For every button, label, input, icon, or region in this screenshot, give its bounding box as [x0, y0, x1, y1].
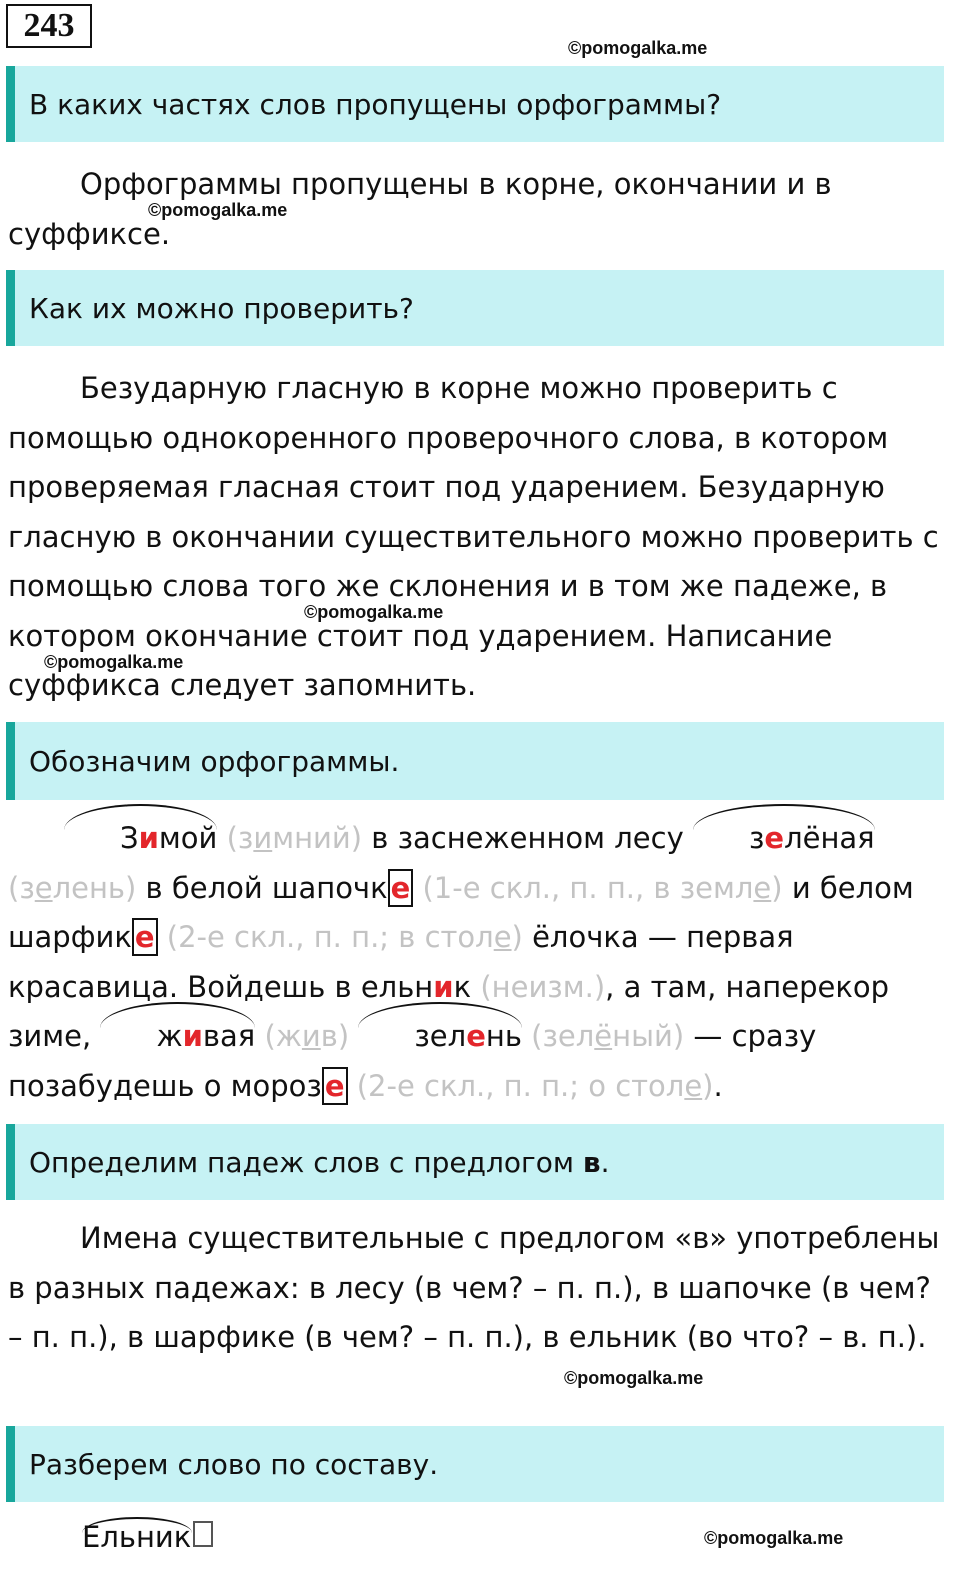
word-analysis: [82, 1520, 213, 1554]
question-2: [6, 270, 944, 346]
ending-shapochke: е: [388, 869, 414, 907]
check-neizm: (неизм.): [480, 969, 606, 1004]
check-zimniy: (зимний): [226, 821, 363, 855]
check-stole-2: (2-е скл., п. п.; о столе): [356, 1068, 714, 1103]
answer-1: Орфограммы пропущены в корне, окончании и в суффиксе.: [8, 167, 832, 251]
root-zhivaya: живая: [100, 1012, 255, 1062]
question-4: [6, 1124, 944, 1200]
question-2-text: Как их можно проверить?: [29, 291, 414, 325]
question-3-text: Обозначим орфограммы.: [29, 744, 400, 778]
root-zimoy: Зимой: [64, 814, 217, 864]
root-zelen: зелень: [358, 1012, 522, 1062]
question-5: [6, 1426, 944, 1502]
watermark: ©pomogalka.me: [704, 1528, 844, 1548]
answer-2: Безударную гласную в корне можно проверить с помощью однокоренного проверочного слова, в котором проверяемая гласная стоит под ударением. Безударную гласную в окончании существительного можно проверить с помощью слова того же склонения и в том же падеже, в котором окончание стоит под ударением. Написание суффикса следует запомнить.: [8, 371, 939, 702]
watermark: ©pomogalka.me: [44, 652, 184, 672]
root-zelenaya: зелёная: [693, 814, 875, 864]
watermark: ©pomogalka.me: [148, 200, 288, 220]
question-4-text: Определим падеж слов с предлогом в.: [29, 1145, 610, 1179]
question-3: [6, 722, 944, 800]
watermark: ©pomogalka.me: [564, 1368, 704, 1388]
exercise-number: 243: [6, 4, 92, 48]
answer-4: Имена существительные с предлогом «в» употреблены в разных падежах: в лесу (в чем? – п. п.), в шапочке (в чем? – п. п.), в шарфике (в чем? – п. п.), в ельник (во что? – в. п.).: [8, 1221, 940, 1354]
question-5-text: Разберем слово по составу.: [29, 1447, 439, 1481]
check-zelen: (зелень): [8, 870, 137, 905]
word-elnik: Ельник: [82, 1520, 192, 1554]
check-zemle: (1-е скл., п. п., в земле): [422, 870, 783, 905]
question-1-text: В каких частях слов пропущены орфограммы?: [29, 87, 722, 121]
ending-box-icon: [193, 1521, 213, 1547]
ending-moroze: е: [322, 1067, 348, 1105]
watermark: ©pomogalka.me: [568, 38, 708, 58]
watermark: ©pomogalka.me: [304, 602, 444, 622]
question-1: [6, 66, 944, 142]
check-stole-1: (2-е скл., п. п.; в столе): [166, 920, 523, 954]
check-zelyonyy: (зелёный): [531, 1019, 685, 1053]
suffix-elnik: и: [433, 969, 454, 1004]
check-zhiv: (жив): [264, 1019, 350, 1053]
orthogram-text: Зимой (зимний) в заснеженном лесу зелёная (зелень) в белой шапочк е (1-е скл., п. п., в земле) и белом шарфик е (2-е скл., п. п.; в столе) ёлочка — первая красавица. Войдешь в ельник (неизм.), а там, наперекор зиме, живая (жив) зелень (зелёный) — сразу позабудешь о мороз е (2-е скл., п. п.; о столе).: [8, 814, 948, 1111]
ending-sharfike: е: [132, 918, 158, 956]
